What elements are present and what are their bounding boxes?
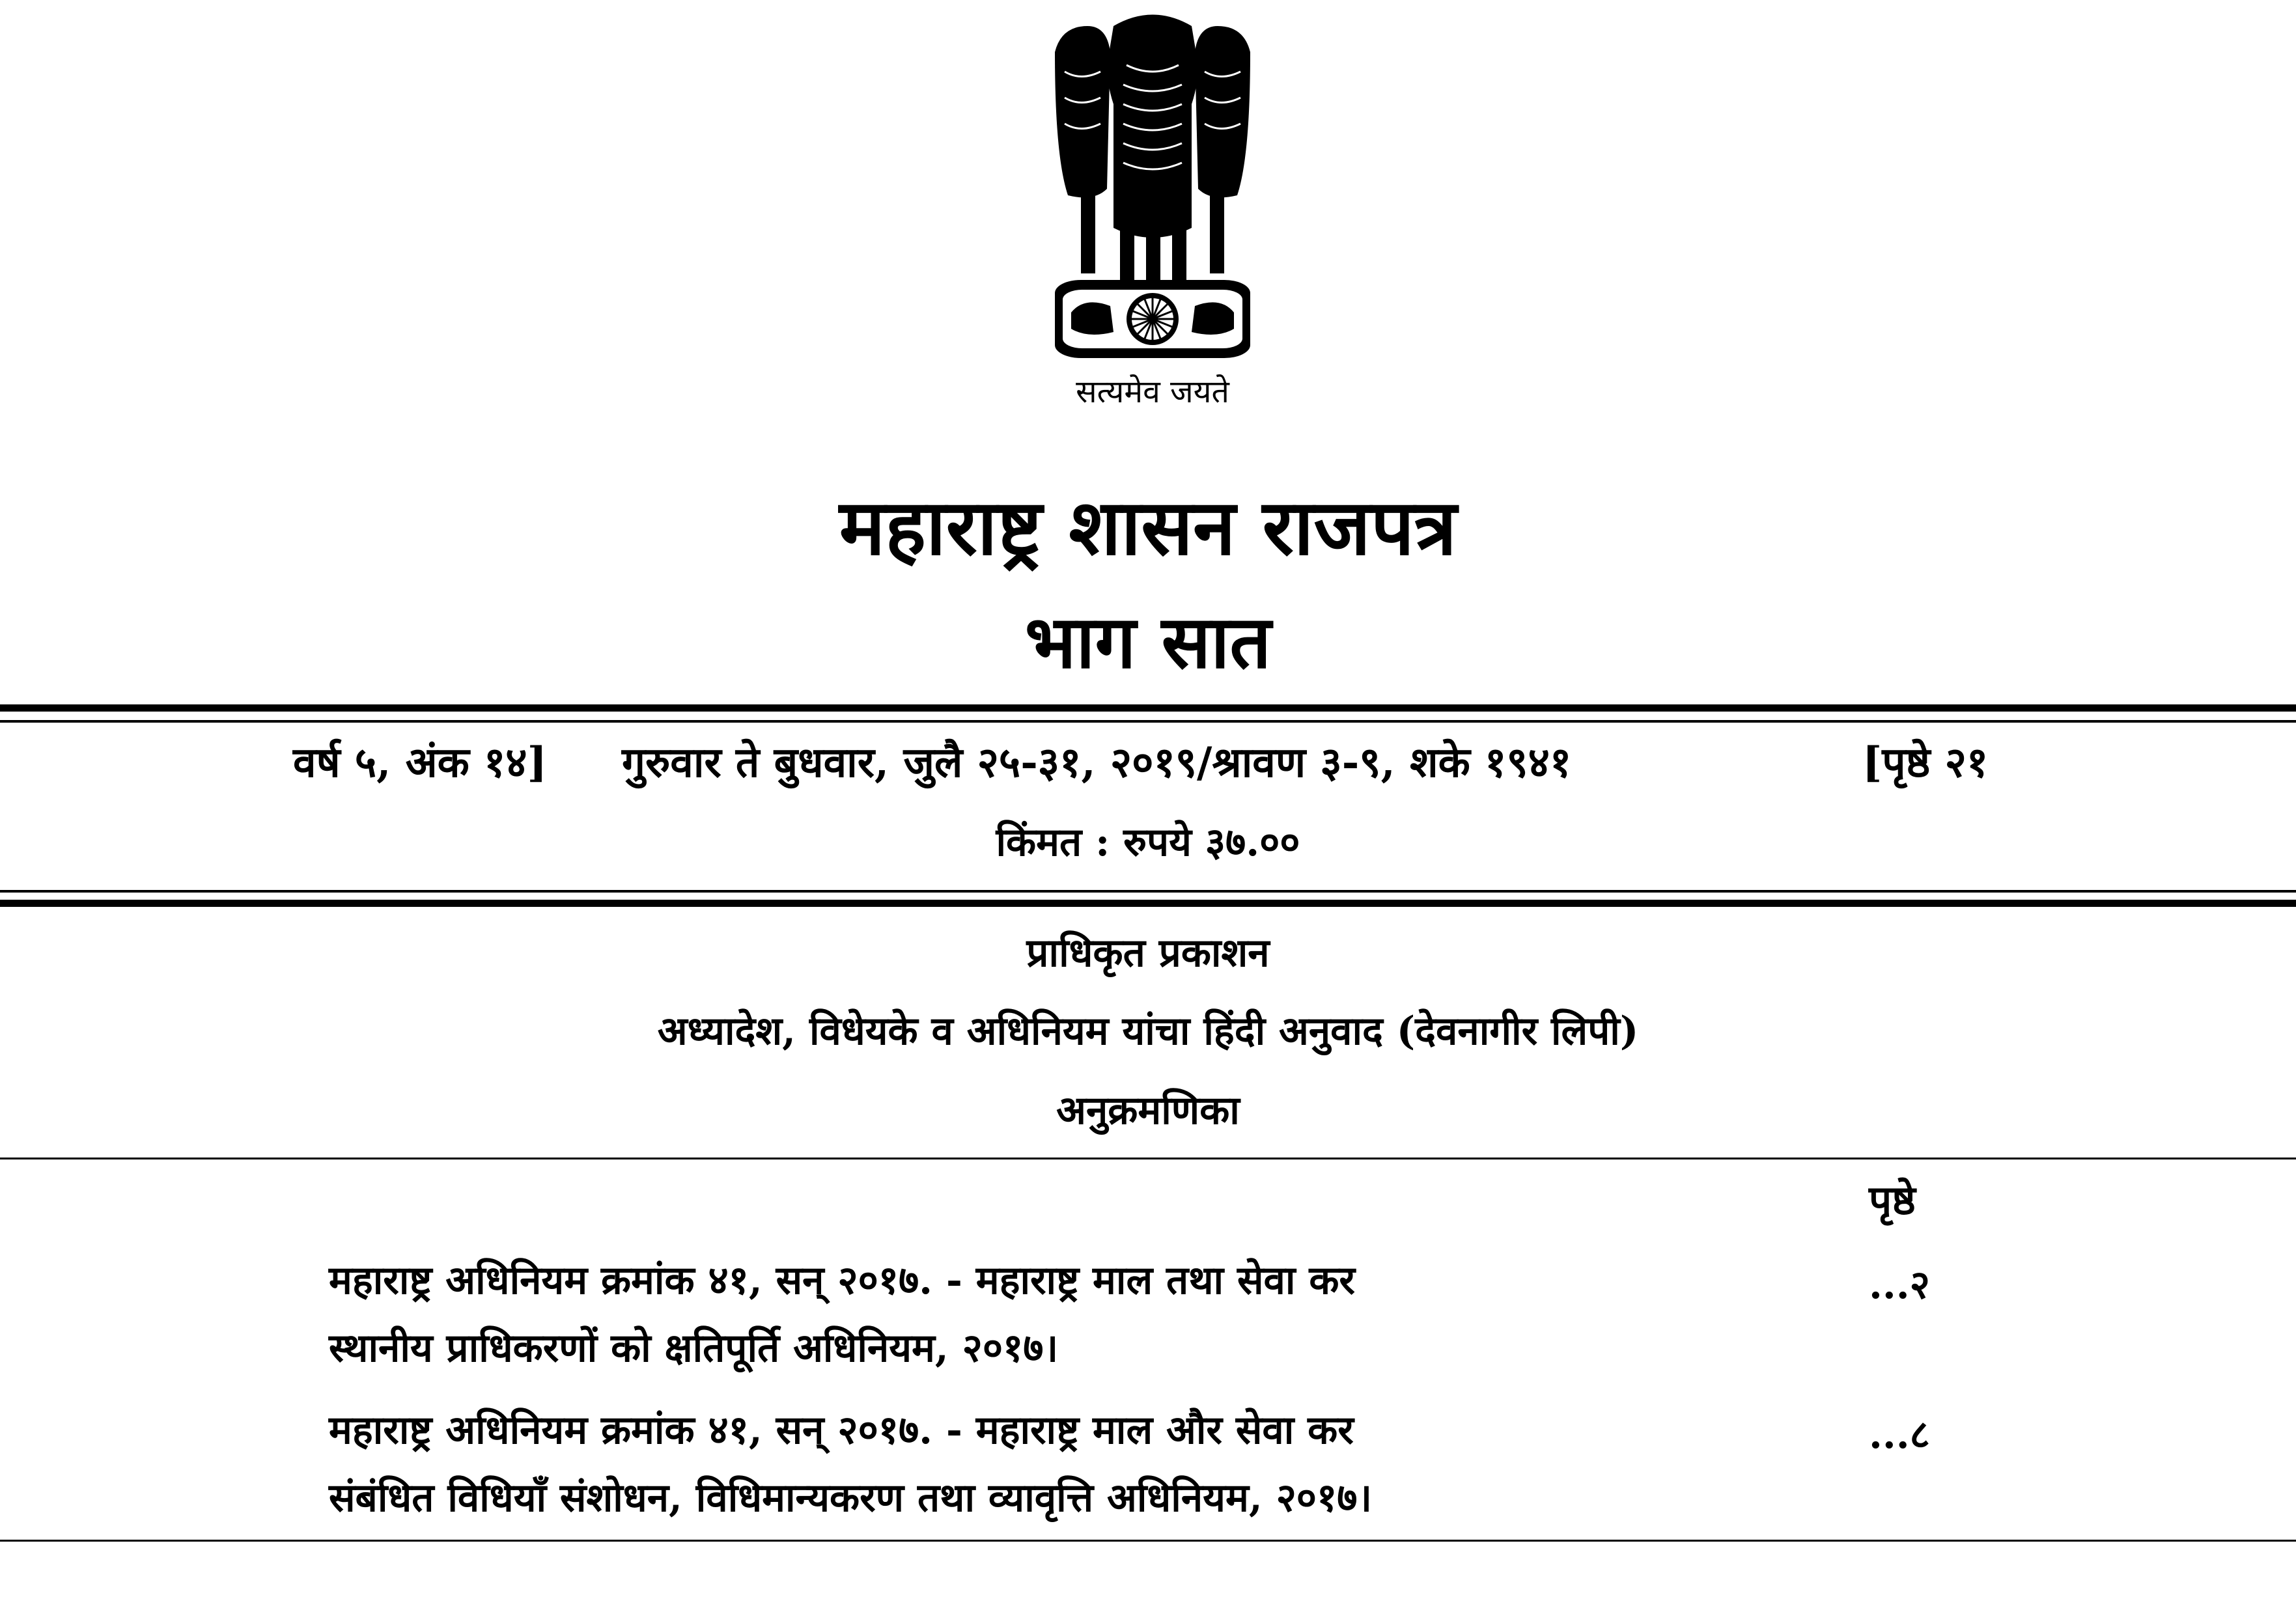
index-title: अनुक्रमणिका bbox=[1056, 1088, 1240, 1133]
issue-dates: गुरुवार ते बुधवार, जुलै २५-३१, २०१९/श्रावण ३-९, शके १९४१ bbox=[622, 738, 1572, 787]
issue-price: किंमत : रुपये ३७.०० bbox=[996, 820, 1300, 865]
issue-pages: [पृष्ठे २१ bbox=[1862, 738, 1989, 787]
divider-thin bbox=[0, 1540, 2296, 1542]
entry-line: संबंधित विधियाँ संशोधन, विधिमान्यकरण तथा व्यावृत्ति अधिनियम, २०१७। bbox=[329, 1475, 1373, 1521]
entry-line: स्थानीय प्राधिकरणों को क्षतिपूर्ति अधिनियम, २०१७। bbox=[329, 1325, 1059, 1371]
divider-thick bbox=[0, 900, 2296, 907]
national-emblem-icon bbox=[1042, 13, 1263, 368]
list-item bbox=[329, 1247, 1664, 1382]
emblem-motto: सत्यमेव जयते bbox=[1076, 374, 1229, 410]
gazette-title: महाराष्ट्र शासन राजपत्र bbox=[839, 482, 1457, 572]
issue-volume: वर्ष ५, अंक १४] bbox=[293, 738, 547, 787]
entry-line: महाराष्ट्र अधिनियम क्रमांक ४१, सन् २०१७. - महाराष्ट्र माल तथा सेवा कर bbox=[329, 1258, 1355, 1303]
entry-page: ...२ bbox=[1869, 1262, 1930, 1308]
pages-column-header: पृष्ठे bbox=[1869, 1176, 1916, 1224]
divider-thin bbox=[0, 720, 2296, 723]
divider-thin bbox=[0, 890, 2296, 893]
entry-line: महाराष्ट्र अधिनियम क्रमांक ४१, सन् २०१७. - महाराष्ट्र माल और सेवा कर bbox=[329, 1408, 1354, 1453]
list-item bbox=[329, 1396, 1664, 1532]
entry-page: ...८ bbox=[1869, 1412, 1930, 1458]
publication-description: अध्यादेश, विधेयके व अधिनियम यांचा हिंदी अनुवाद (देवनागीर लिपी) bbox=[657, 1008, 1639, 1054]
authorized-publication: प्राधिकृत प्रकाशन bbox=[1026, 930, 1270, 976]
divider-thick bbox=[0, 704, 2296, 712]
divider-thin bbox=[0, 1158, 2296, 1159]
gazette-part: भाग सात bbox=[1024, 600, 1272, 685]
